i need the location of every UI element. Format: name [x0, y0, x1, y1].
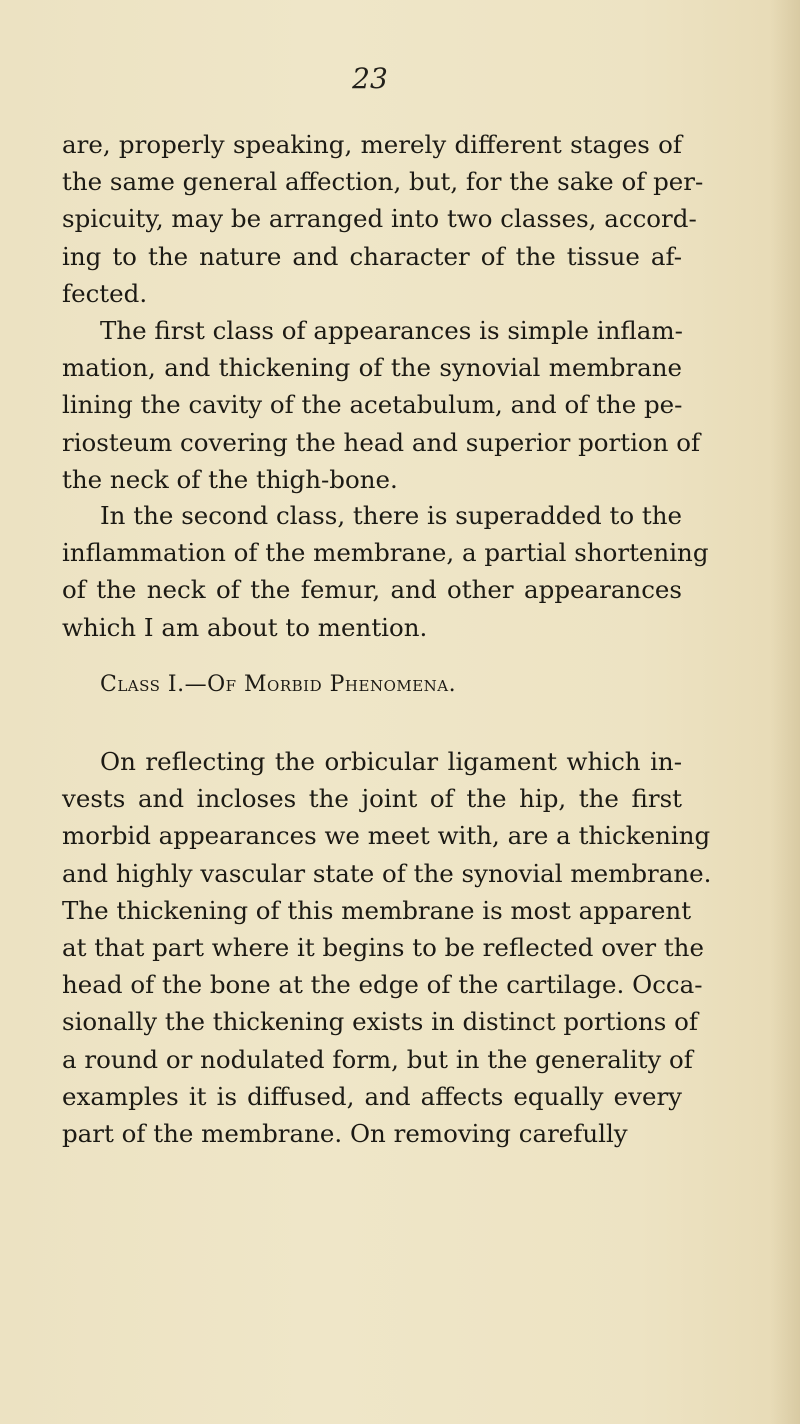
text-line: riosteum covering the head and superior portion of: [62, 427, 701, 457]
text-line: of the neck of the femur, and other appearances: [62, 575, 682, 605]
text-line: vests and incloses the joint of the hip, the first: [62, 784, 682, 814]
text-line: head of the bone at the edge of the cartilage. Occa-: [62, 970, 703, 1000]
text-line: the same general affection, but, for the sake of per-: [62, 167, 704, 197]
text-line: examples it is diffused, and affects equally every: [62, 1081, 682, 1111]
text-line: lining the cavity of the acetabulum, and of the pe-: [62, 390, 683, 420]
paragraph-4: [62, 743, 712, 1152]
paragraph-3: [62, 497, 709, 646]
section-heading: [100, 672, 660, 697]
paragraph-2: [62, 312, 701, 498]
text-line: sionally the thickening exists in distinct portions of: [62, 1007, 698, 1037]
text-line: which I am about to mention.: [62, 612, 428, 642]
text-line: morbid appearances we meet with, are a thickening: [62, 821, 711, 851]
page-number: 23: [352, 62, 388, 95]
page-edge-shadow: [770, 0, 800, 1424]
paragraph-1: [62, 126, 704, 312]
text-line: The thickening of this membrane is most apparent: [62, 895, 692, 925]
text-line: the neck of the thigh-bone.: [62, 464, 398, 494]
text-line: In the second class, there is superadded to the: [100, 501, 682, 530]
text-line: a round or nodulated form, but in the generality of: [62, 1044, 693, 1074]
text-line: and highly vascular state of the synovial membrane.: [62, 858, 712, 888]
text-line: inflammation of the membrane, a partial shortening: [62, 538, 709, 568]
text-line: fected.: [62, 278, 148, 308]
text-line: On reflecting the orbicular ligament which in-: [100, 747, 682, 776]
text-line: part of the membrane. On removing carefully: [62, 1119, 628, 1149]
text-line: mation, and thickening of the synovial membrane: [62, 353, 682, 383]
text-line: spicuity, may be arranged into two classes, accord-: [62, 204, 697, 234]
text-line: ing to the nature and character of the tissue af-: [62, 241, 682, 271]
section-heading-text: Class I.—Of Morbid Phenomena.: [100, 672, 457, 697]
text-line: at that part where it begins to be reflected over the: [62, 933, 704, 963]
text-line: are, properly speaking, merely different stages of: [62, 130, 682, 159]
text-line: The first class of appearances is simple inflam-: [100, 316, 683, 345]
